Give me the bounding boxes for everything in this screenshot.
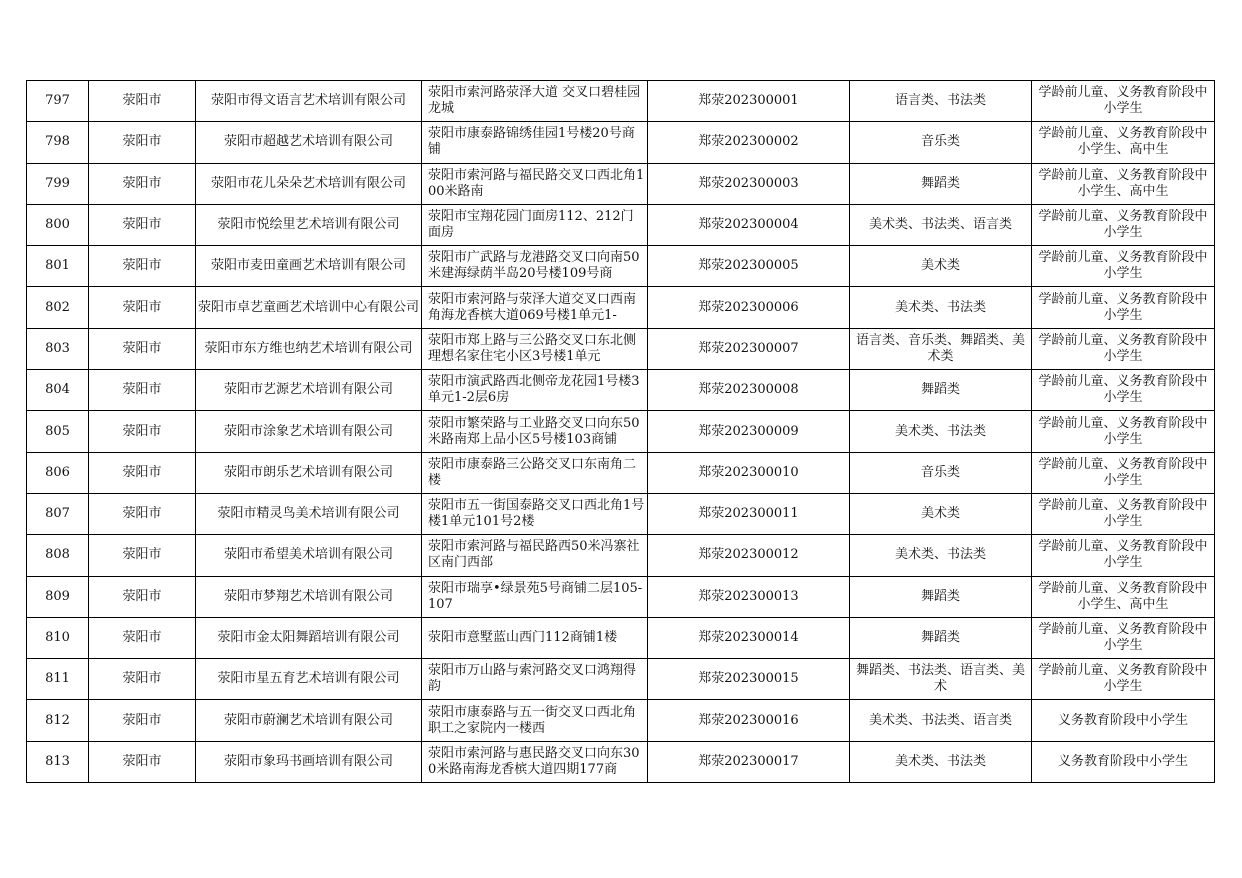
table-body: [27, 81, 1215, 783]
address-cell-text: 荥阳市康泰路锦绣佳园1号楼20号商铺: [428, 126, 635, 158]
city-cell-text: 荥阳市: [122, 217, 162, 233]
training-category-cell: [850, 163, 1032, 204]
institution-name-cell-text: 荥阳市金太阳舞蹈培训有限公司: [217, 630, 400, 645]
target-students-cell-text: 学龄前儿童、义务教育阶段中小学生: [1038, 415, 1208, 447]
address-cell-text: 荥阳市万山路与索河路交叉口鸿翔得韵: [428, 663, 637, 695]
target-students-cell: [1032, 328, 1215, 369]
training-category-cell-text: 舞蹈类: [920, 175, 960, 191]
target-students-cell-text: 学龄前儿童、义务教育阶段中小学生、高中生: [1038, 126, 1208, 158]
address-cell-text: 荥阳市五一街国泰路交叉口西北角1号楼1单元101号2楼: [428, 498, 645, 530]
city-cell: [89, 370, 196, 411]
city-cell: [89, 204, 196, 245]
target-students-cell-text: 学龄前儿童、义务教育阶段中小学生: [1038, 663, 1208, 695]
row-number-cell: [27, 493, 89, 534]
training-category-cell-text: 美术类、书法类: [894, 299, 986, 315]
address-cell-text: 荥阳市演武路西北侧帝龙花园1号楼3单元1-2层6房: [428, 374, 640, 406]
target-students-cell-text: 学龄前儿童、义务教育阶段中小学生: [1038, 332, 1208, 364]
address-cell: [422, 370, 648, 411]
address-cell: [422, 287, 648, 328]
row-number-cell: [27, 535, 89, 576]
city-cell: [89, 493, 196, 534]
license-number-cell-text: 郑荥202300014: [698, 630, 799, 645]
training-category-cell-text: 舞蹈类: [920, 630, 960, 645]
table-row: [27, 122, 1215, 163]
license-number-cell: [648, 576, 850, 617]
city-cell-text: 荥阳市: [122, 547, 162, 563]
institution-name-cell-text: 荥阳市卓艺童画艺术培训中心有限公司: [198, 299, 419, 315]
address-cell: [422, 328, 648, 369]
row-number-cell: [27, 370, 89, 411]
address-cell: [422, 535, 648, 576]
city-cell: [89, 122, 196, 163]
city-cell: [89, 452, 196, 493]
license-number-cell: [648, 204, 850, 245]
license-number-cell: [648, 370, 850, 411]
license-number-cell-text: 郑荥202300011: [698, 506, 799, 522]
city-cell: [89, 81, 196, 122]
city-cell: [89, 287, 196, 328]
target-students-cell: [1032, 122, 1215, 163]
institution-name-cell: [196, 122, 422, 163]
city-cell-text: 荥阳市: [122, 258, 162, 274]
training-category-cell-text: 舞蹈类: [920, 382, 960, 398]
target-students-cell: [1032, 700, 1215, 741]
target-students-cell-text: 学龄前儿童、义务教育阶段中小学生、高中生: [1038, 167, 1208, 199]
target-students-cell-text: 义务教育阶段中小学生: [1057, 712, 1188, 728]
institution-name-cell: [196, 246, 422, 287]
training-category-cell: [850, 122, 1032, 163]
target-students-cell-text: 学龄前儿童、义务教育阶段中小学生: [1038, 498, 1208, 530]
table-row: [27, 700, 1215, 741]
target-students-cell: [1032, 204, 1215, 245]
institution-name-cell-text: 荥阳市象玛书画培训有限公司: [223, 753, 393, 769]
target-students-cell: [1032, 163, 1215, 204]
training-category-cell-text: 美术类、书法类: [894, 547, 986, 563]
license-number-cell: [648, 122, 850, 163]
row-number-cell-text: 813: [45, 753, 70, 769]
training-category-cell: [850, 493, 1032, 534]
training-category-cell: [850, 617, 1032, 658]
institution-name-cell: [196, 493, 422, 534]
target-students-cell: [1032, 81, 1215, 122]
training-category-cell-text: 美术类、书法类、语言类: [868, 712, 1012, 728]
institution-name-cell: [196, 452, 422, 493]
address-cell-text: 荥阳市宝翔花园门面房112、212门面房: [428, 209, 634, 241]
row-number-cell: [27, 287, 89, 328]
institution-name-cell: [196, 163, 422, 204]
row-number-cell: [27, 741, 89, 782]
institution-name-cell: [196, 328, 422, 369]
institution-name-cell: [196, 741, 422, 782]
city-cell-text: 荥阳市: [122, 712, 162, 728]
training-category-cell: [850, 287, 1032, 328]
license-number-cell-text: 郑荥202300004: [698, 217, 799, 233]
training-category-cell-text: 语言类、音乐类、舞蹈类、美术类: [855, 332, 1025, 364]
row-number-cell: [27, 411, 89, 452]
city-cell-text: 荥阳市: [122, 382, 162, 398]
row-number-cell-text: 804: [45, 382, 70, 398]
training-category-cell: [850, 328, 1032, 369]
address-cell: [422, 163, 648, 204]
address-cell-text: 荥阳市繁荣路与工业路交叉口向东50米路南郑上品小区5号楼103商铺: [428, 415, 640, 447]
institution-name-cell-text: 荥阳市超越艺术培训有限公司: [223, 134, 393, 150]
row-number-cell: [27, 452, 89, 493]
training-category-cell: [850, 411, 1032, 452]
row-number-cell-text: 799: [45, 175, 70, 191]
target-students-cell: [1032, 741, 1215, 782]
target-students-cell: [1032, 659, 1215, 700]
row-number-cell: [27, 81, 89, 122]
training-category-cell-text: 美术类、书法类: [894, 423, 986, 439]
row-number-cell-text: 810: [45, 630, 70, 645]
row-number-cell: [27, 246, 89, 287]
row-number-cell-text: 803: [45, 340, 70, 356]
institution-name-cell-text: 荥阳市悦绘里艺术培训有限公司: [217, 217, 400, 233]
training-category-cell: [850, 535, 1032, 576]
target-students-cell-text: 学龄前儿童、义务教育阶段中小学生: [1038, 291, 1208, 323]
institution-name-cell: [196, 81, 422, 122]
table-row: [27, 741, 1215, 782]
city-cell: [89, 741, 196, 782]
training-category-cell: [850, 246, 1032, 287]
city-cell-text: 荥阳市: [122, 299, 162, 315]
row-number-cell-text: 811: [45, 671, 70, 687]
city-cell-text: 荥阳市: [122, 340, 162, 356]
address-cell-text: 荥阳市意墅蓝山西门112商铺1楼: [428, 630, 618, 645]
row-number-cell: [27, 617, 89, 658]
institution-name-cell: [196, 535, 422, 576]
license-number-cell: [648, 411, 850, 452]
address-cell: [422, 700, 648, 741]
row-number-cell-text: 809: [45, 588, 70, 604]
address-cell: [422, 411, 648, 452]
address-cell-text: 荥阳市瑞享•绿景苑5号商铺二层105-107: [428, 580, 643, 612]
address-cell: [422, 122, 648, 163]
institution-name-cell: [196, 617, 422, 658]
address-cell-text: 荥阳市康泰路与五一街交叉口西北角职工之家院内一楼西: [428, 704, 637, 736]
institution-name-cell-text: 荥阳市希望美术培训有限公司: [223, 547, 393, 563]
row-number-cell-text: 807: [45, 506, 70, 522]
row-number-cell-text: 798: [45, 134, 70, 150]
target-students-cell: [1032, 370, 1215, 411]
city-cell-text: 荥阳市: [122, 93, 162, 109]
row-number-cell-text: 806: [45, 464, 70, 480]
city-cell: [89, 700, 196, 741]
institution-name-cell: [196, 287, 422, 328]
license-number-cell-text: 郑荥202300013: [698, 588, 799, 604]
city-cell-text: 荥阳市: [122, 588, 162, 604]
target-students-cell-text: 学龄前儿童、义务教育阶段中小学生: [1038, 622, 1208, 653]
training-category-cell-text: 美术类: [920, 258, 960, 274]
address-cell: [422, 659, 648, 700]
table-row: [27, 328, 1215, 369]
institution-name-cell-text: 荥阳市涂象艺术培训有限公司: [223, 423, 393, 439]
target-students-cell-text: 义务教育阶段中小学生: [1057, 753, 1188, 769]
address-cell: [422, 493, 648, 534]
city-cell: [89, 576, 196, 617]
training-category-cell: [850, 370, 1032, 411]
institution-name-cell-text: 荥阳市梦翔艺术培训有限公司: [223, 588, 393, 604]
address-cell: [422, 204, 648, 245]
city-cell-text: 荥阳市: [122, 506, 162, 522]
license-number-cell-text: 郑荥202300017: [698, 753, 799, 769]
table-row: [27, 452, 1215, 493]
target-students-cell-text: 学龄前儿童、义务教育阶段中小学生: [1038, 85, 1208, 117]
address-cell-text: 荥阳市康泰路三公路交叉口东南角二楼: [428, 456, 637, 488]
target-students-cell: [1032, 617, 1215, 658]
target-students-cell: [1032, 452, 1215, 493]
license-number-cell-text: 郑荥202300012: [698, 547, 799, 563]
training-category-cell: [850, 700, 1032, 741]
city-cell-text: 荥阳市: [122, 134, 162, 150]
address-cell-text: 荥阳市索河路与惠民路交叉口向东300米路南海龙香槟大道四期177商: [428, 745, 640, 777]
target-students-cell: [1032, 576, 1215, 617]
address-cell: [422, 617, 648, 658]
table-row: [27, 163, 1215, 204]
address-cell-text: 荥阳市郑上路与三公路交叉口东北侧理想名家住宅小区3号楼1单元: [428, 332, 637, 364]
license-number-cell-text: 郑荥202300015: [698, 671, 799, 687]
training-category-cell-text: 美术类、书法类、语言类: [868, 217, 1012, 233]
license-number-cell-text: 郑荥202300007: [698, 340, 799, 356]
target-students-cell-text: 学龄前儿童、义务教育阶段中小学生: [1038, 209, 1208, 241]
training-category-cell-text: 音乐类: [920, 134, 960, 150]
institution-name-cell-text: 荥阳市星五育艺术培训有限公司: [217, 671, 400, 687]
training-category-cell-text: 语言类、书法类: [894, 93, 986, 109]
license-number-cell-text: 郑荥202300016: [698, 712, 799, 728]
city-cell: [89, 246, 196, 287]
city-cell: [89, 411, 196, 452]
institution-name-cell-text: 荥阳市艺源艺术培训有限公司: [223, 382, 393, 398]
license-number-cell-text: 郑荥202300005: [698, 258, 799, 274]
city-cell: [89, 659, 196, 700]
row-number-cell: [27, 700, 89, 741]
row-number-cell: [27, 328, 89, 369]
training-category-cell: [850, 204, 1032, 245]
license-number-cell: [648, 328, 850, 369]
row-number-cell: [27, 163, 89, 204]
city-cell-text: 荥阳市: [122, 464, 162, 480]
training-category-cell: [850, 81, 1032, 122]
address-cell-text: 荥阳市索河路与福民路交叉口西北角100米路南: [428, 167, 645, 199]
institution-name-cell-text: 荥阳市东方维也纳艺术培训有限公司: [204, 340, 413, 356]
license-number-cell: [648, 659, 850, 700]
row-number-cell: [27, 659, 89, 700]
institution-name-cell: [196, 576, 422, 617]
table-row: [27, 617, 1215, 658]
city-cell-text: 荥阳市: [122, 175, 162, 191]
address-cell-text: 荥阳市广武路与龙港路交叉口向南50米建海绿荫半岛20号楼109号商: [428, 250, 640, 282]
target-students-cell: [1032, 535, 1215, 576]
row-number-cell-text: 812: [45, 712, 70, 728]
license-number-cell: [648, 81, 850, 122]
institution-name-cell-text: 荥阳市花儿朵朵艺术培训有限公司: [210, 175, 406, 191]
license-number-cell: [648, 535, 850, 576]
license-number-cell: [648, 700, 850, 741]
institution-name-cell: [196, 411, 422, 452]
address-cell-text: 荥阳市索河路与福民路西50米冯寨社区南门西部: [428, 539, 640, 571]
address-cell: [422, 576, 648, 617]
institution-name-cell: [196, 700, 422, 741]
table-row: [27, 659, 1215, 700]
target-students-cell: [1032, 246, 1215, 287]
table-row: [27, 493, 1215, 534]
license-number-cell-text: 郑荥202300003: [698, 175, 799, 191]
license-number-cell-text: 郑荥202300006: [698, 299, 799, 315]
table-row: [27, 81, 1215, 122]
row-number-cell: [27, 576, 89, 617]
institution-name-cell-text: 荥阳市得文语言艺术培训有限公司: [210, 93, 406, 109]
license-number-cell: [648, 163, 850, 204]
license-number-cell: [648, 617, 850, 658]
target-students-cell-text: 学龄前儿童、义务教育阶段中小学生: [1038, 539, 1208, 571]
table-row: [27, 411, 1215, 452]
table-row: [27, 576, 1215, 617]
city-cell-text: 荥阳市: [122, 671, 162, 687]
license-number-cell: [648, 741, 850, 782]
training-category-cell-text: 音乐类: [920, 464, 960, 480]
row-number-cell: [27, 204, 89, 245]
training-category-cell: [850, 452, 1032, 493]
row-number-cell-text: 801: [45, 258, 70, 274]
table-row: [27, 204, 1215, 245]
license-number-cell: [648, 246, 850, 287]
target-students-cell: [1032, 287, 1215, 328]
city-cell-text: 荥阳市: [122, 630, 162, 645]
license-number-cell: [648, 452, 850, 493]
target-students-cell-text: 学龄前儿童、义务教育阶段中小学生: [1038, 374, 1208, 406]
registry-table: [26, 80, 1215, 783]
row-number-cell-text: 808: [45, 547, 70, 563]
address-cell: [422, 246, 648, 287]
institution-name-cell-text: 荥阳市麦田童画艺术培训有限公司: [210, 258, 406, 274]
row-number-cell-text: 802: [45, 299, 70, 315]
training-category-cell-text: 舞蹈类: [920, 588, 960, 604]
institution-name-cell: [196, 204, 422, 245]
target-students-cell-text: 学龄前儿童、义务教育阶段中小学生: [1038, 456, 1208, 488]
target-students-cell: [1032, 411, 1215, 452]
training-category-cell-text: 舞蹈类、书法类、语言类、美术: [855, 663, 1025, 695]
license-number-cell-text: 郑荥202300002: [698, 134, 799, 150]
license-number-cell-text: 郑荥202300001: [698, 93, 799, 109]
address-cell: [422, 452, 648, 493]
address-cell: [422, 741, 648, 782]
license-number-cell: [648, 287, 850, 328]
table-row: [27, 535, 1215, 576]
address-cell-text: 荥阳市索河路荥泽大道 交叉口碧桂园龙城: [428, 85, 641, 117]
institution-name-cell-text: 荥阳市精灵鸟美术培训有限公司: [217, 506, 400, 522]
address-cell-text: 荥阳市索河路与荥泽大道交叉口西南角海龙香槟大道069号楼1单元1-: [428, 291, 637, 323]
target-students-cell-text: 学龄前儿童、义务教育阶段中小学生: [1038, 250, 1208, 282]
city-cell: [89, 163, 196, 204]
row-number-cell-text: 797: [45, 93, 70, 109]
city-cell-text: 荥阳市: [122, 753, 162, 769]
city-cell-text: 荥阳市: [122, 423, 162, 439]
institution-name-cell: [196, 370, 422, 411]
license-number-cell-text: 郑荥202300009: [698, 423, 799, 439]
training-category-cell-text: 美术类、书法类: [894, 753, 986, 769]
training-category-cell-text: 美术类: [920, 506, 960, 522]
institution-name-cell: [196, 659, 422, 700]
license-number-cell: [648, 493, 850, 534]
table-row: [27, 246, 1215, 287]
license-number-cell-text: 郑荥202300008: [698, 382, 799, 398]
training-category-cell: [850, 741, 1032, 782]
city-cell: [89, 535, 196, 576]
table-row: [27, 287, 1215, 328]
row-number-cell-text: 800: [45, 217, 70, 233]
row-number-cell: [27, 122, 89, 163]
training-category-cell: [850, 576, 1032, 617]
target-students-cell-text: 学龄前儿童、义务教育阶段中小学生、高中生: [1038, 580, 1208, 612]
training-category-cell: [850, 659, 1032, 700]
target-students-cell: [1032, 493, 1215, 534]
city-cell: [89, 328, 196, 369]
city-cell: [89, 617, 196, 658]
row-number-cell-text: 805: [45, 423, 70, 439]
institution-name-cell-text: 荥阳市朗乐艺术培训有限公司: [223, 464, 393, 480]
institution-name-cell-text: 荥阳市蔚澜艺术培训有限公司: [223, 712, 393, 728]
table-row: [27, 370, 1215, 411]
address-cell: [422, 81, 648, 122]
license-number-cell-text: 郑荥202300010: [698, 464, 799, 480]
